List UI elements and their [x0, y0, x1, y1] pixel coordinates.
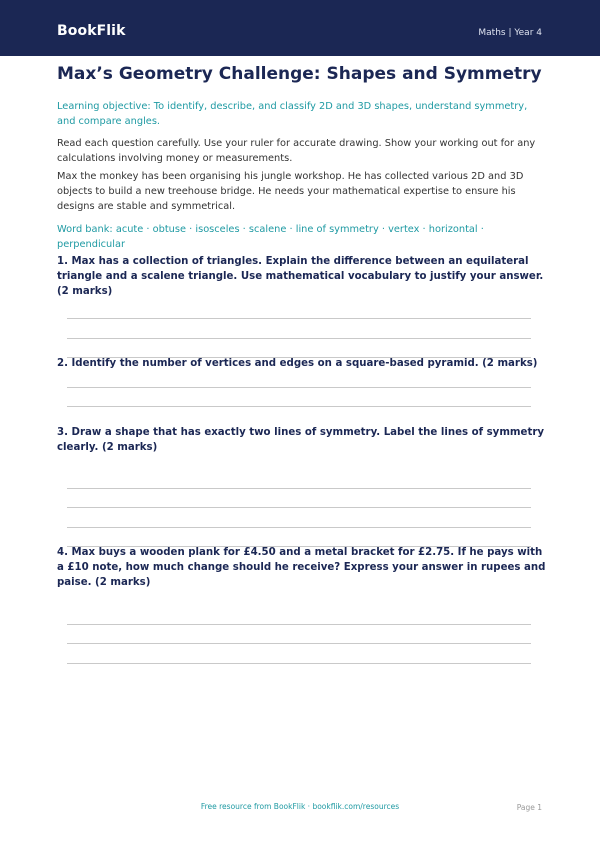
footer-link[interactable]: Free resource from BookFlik · bookflik.com/resources: [200, 802, 400, 811]
instructions-text: Read each question carefully. Use your ruler for accurate drawing. Show your working out for any calculations involving money or measurements.: [57, 138, 536, 164]
worksheet-title: Max’s Geometry Challenge: Shapes and Symmetry: [57, 64, 542, 84]
answer-line[interactable]: [67, 643, 531, 644]
answer-line[interactable]: [67, 387, 531, 388]
intro-text: Max the monkey has been organising his jungle workshop. He has collected various 2D and 3D objects to build a new treehouse bridge. He needs your mathematical expertise to ensure his designs are stable and symmetrical.: [57, 171, 524, 212]
answer-line[interactable]: [67, 624, 531, 625]
page-header: [0, 0, 600, 56]
question-1: 1. Max has a collection of triangles. Explain the difference between an equilateral triangle and a scalene triangle. Use mathematical vocabulary to justify your answer. (2 marks): [57, 256, 544, 297]
question-4: 4. Max buys a wooden plank for £4.50 and a metal bracket for £2.75. If he pays with a £10 note, how much change should he receive? Express your answer in rupees and paise. (2 marks): [57, 547, 546, 588]
word-bank: Word bank: acute · obtuse · isosceles · scalene · line of symmetry · vertex · horizontal · perpendicular: [57, 224, 484, 250]
brand-logo: BookFlik: [57, 23, 126, 39]
question-3: 3. Draw a shape that has exactly two lines of symmetry. Label the lines of symmetry clearly. (2 marks): [57, 427, 544, 453]
subject-year-label: Maths | Year 4: [478, 28, 542, 38]
answer-line[interactable]: [67, 663, 531, 664]
answer-line[interactable]: [67, 338, 531, 339]
answer-line[interactable]: [67, 527, 531, 528]
answer-line[interactable]: [67, 507, 531, 508]
answer-line[interactable]: [67, 318, 531, 319]
page-number: Page 1: [516, 803, 542, 812]
answer-line[interactable]: [67, 406, 531, 407]
answer-line[interactable]: [67, 488, 531, 489]
learning-objective: Learning objective: To identify, describe, and classify 2D and 3D shapes, understand symmetry, and compare angles.: [57, 101, 528, 127]
question-2: 2. Identify the number of vertices and edges on a square-based pyramid. (2 marks): [57, 358, 538, 369]
